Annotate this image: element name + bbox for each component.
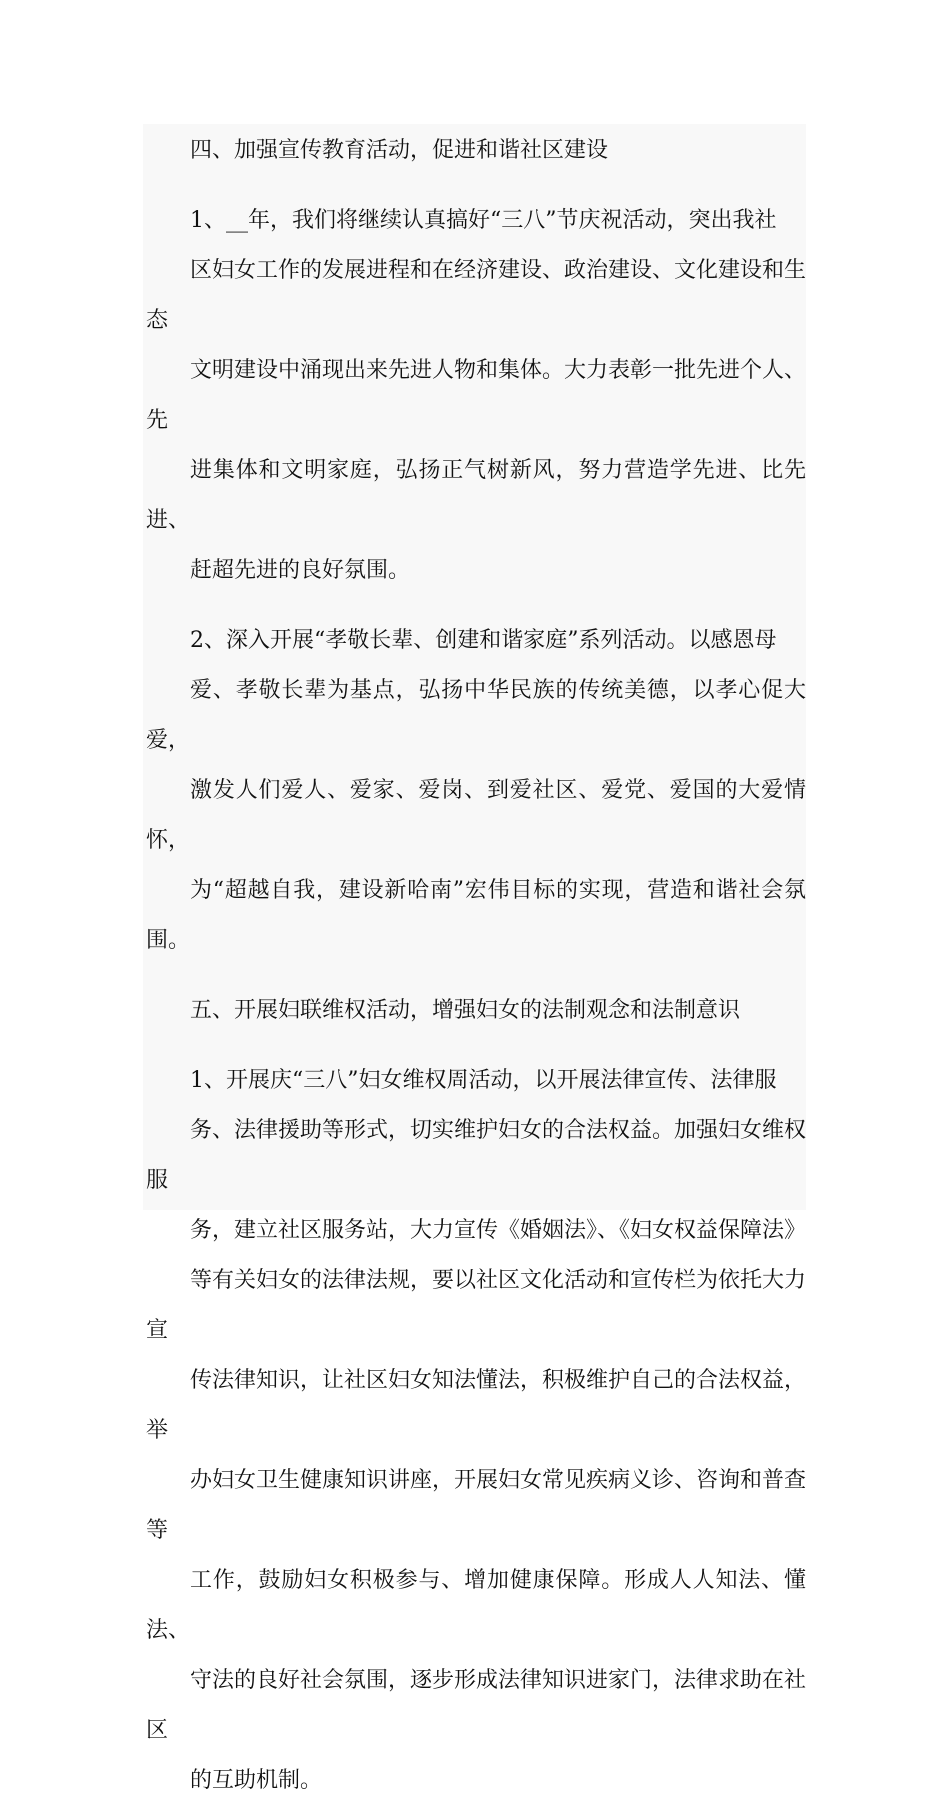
paragraph-line: 2、深入开展“孝敬长辈、创建和谐家庭”系列活动。以感恩母 — [190, 628, 777, 653]
paragraph-line: 激发人们爱人、爱家、爱岗、到爱社区、爱党、爱国的大爱情怀， — [146, 778, 806, 853]
section-4-item-2 — [146, 616, 806, 966]
section-4-heading — [146, 126, 806, 176]
paragraph-line: 爱、孝敬长辈为基点，弘扬中华民族的传统美德，以孝心促大爱， — [146, 678, 806, 753]
paragraph-line: 工作，鼓励妇女积极参与、增加健康保障。形成人人知法、懂法、 — [146, 1568, 806, 1643]
paragraph-line: 为“超越自我，建设新哈南”宏伟目标的实现，营造和谐社会氛围。 — [146, 878, 806, 953]
paragraph-line: 务、法律援助等形式，切实维护妇女的合法权益。加强妇女维权服 — [146, 1118, 807, 1193]
paragraph-line: 1、开展庆“三八”妇女维权周活动，以开展法律宣传、法律服 — [190, 1068, 777, 1093]
section-4-item-1 — [146, 196, 806, 596]
paragraph-line: 传法律知识，让社区妇女知法懂法，积极维护自己的合法权益，举 — [146, 1368, 807, 1443]
section-5-item-1 — [146, 1056, 806, 1806]
paragraph-line: 守法的良好社会氛围，逐步形成法律知识进家门，法律求助在社区 — [146, 1668, 807, 1743]
section-5-heading-text: 五、开展妇联维权活动，增强妇女的法制观念和法制意识 — [190, 998, 741, 1023]
paragraph-line: 文明建设中涌现出来先进人物和集体。大力表彰一批先进个人、先 — [146, 358, 807, 433]
paragraph-line: 办妇女卫生健康知识讲座，开展妇女常见疾病义诊、咨询和普查等 — [146, 1468, 807, 1543]
paragraph-line: 1、__年，我们将继续认真搞好“三八”节庆祝活动，突出我社 — [190, 208, 777, 233]
paragraph-line: 进集体和文明家庭，弘扬正气树新风，努力营造学先进、比先进、 — [146, 458, 806, 533]
paragraph-line: 的互助机制。 — [190, 1768, 323, 1793]
paragraph-line: 区妇女工作的发展进程和在经济建设、政治建设、文化建设和生态 — [146, 258, 807, 333]
paragraph-line: 赶超先进的良好氛围。 — [190, 558, 411, 583]
paragraph-line: 务，建立社区服务站，大力宣传《婚姻法》、《妇女权益保障法》 — [190, 1218, 807, 1243]
paragraph-line: 等有关妇女的法律法规，要以社区文化活动和宣传栏为依托大力宣 — [146, 1268, 807, 1343]
section-4-heading-text: 四、加强宣传教育活动，促进和谐社区建设 — [190, 138, 609, 163]
document-body — [146, 124, 806, 1806]
section-5-heading — [146, 986, 806, 1036]
